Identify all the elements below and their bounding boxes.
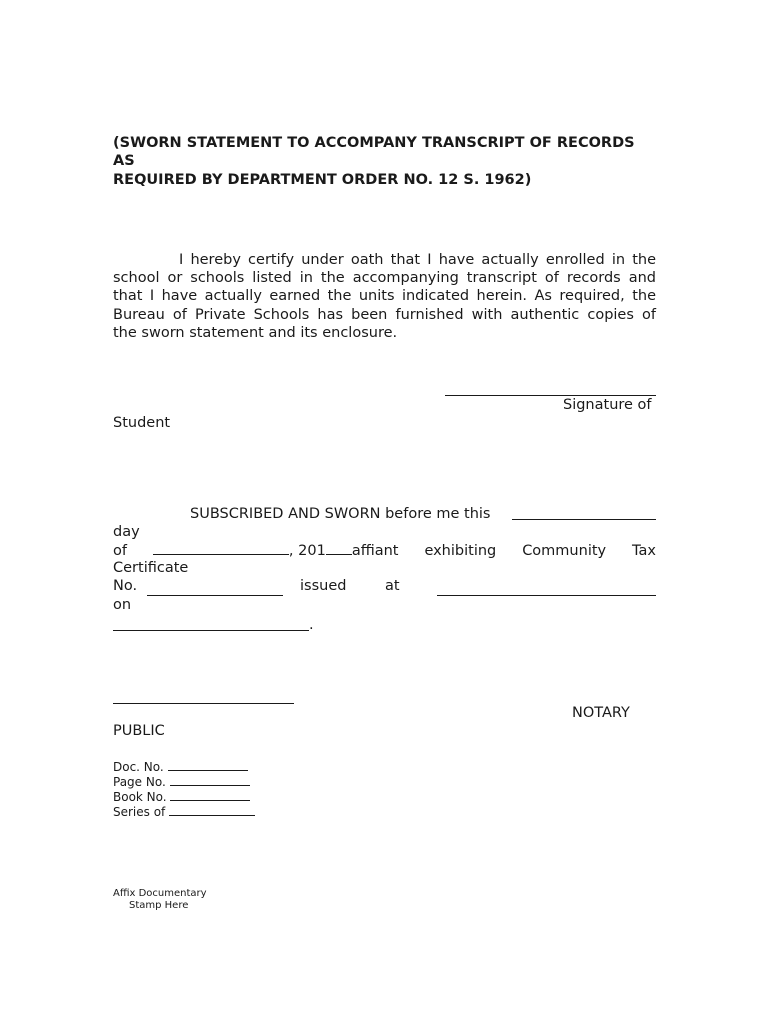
ctc-number-blank	[147, 595, 283, 596]
document-title-line-2: AS	[113, 153, 135, 169]
page-no-field	[113, 774, 250, 790]
certification-line-3: that I have actually earned the units indicated herein. As required, the	[113, 288, 656, 304]
book-no-label: Book No.	[113, 790, 167, 804]
month-blank	[153, 541, 289, 555]
student-signature-label-cont: Student	[113, 415, 171, 431]
notary-label: NOTARY	[572, 705, 630, 721]
student-signature-label: Signature of	[563, 397, 652, 413]
jurat-day-label: day	[113, 524, 140, 540]
jurat-exhibiting-label: exhibiting	[424, 543, 497, 559]
document-title-line-1: (SWORN STATEMENT TO ACCOMPANY TRANSCRIPT OF RECORDS	[113, 135, 635, 151]
series-of-label: Series of	[113, 805, 166, 819]
certification-line-5: the sworn statement and its enclosure.	[113, 325, 398, 341]
jurat-day-blank	[512, 519, 656, 520]
jurat-date-group	[153, 541, 399, 560]
book-no-blank	[170, 789, 250, 801]
stamp-note-line-2: Stamp Here	[129, 900, 189, 911]
jurat-tax-label: Tax	[632, 543, 656, 559]
jurat-no-label: No.	[113, 578, 138, 594]
doc-no-label: Doc. No.	[113, 760, 164, 774]
doc-no-field	[113, 759, 248, 775]
series-of-field	[113, 804, 255, 820]
document-title-line-3: REQUIRED BY DEPARTMENT ORDER NO. 12 S. 1962)	[113, 172, 532, 188]
jurat-community-label: Community	[522, 543, 607, 559]
jurat-date-line	[113, 541, 656, 560]
notary-label-cont: PUBLIC	[113, 723, 165, 739]
jurat-issued-label: issued	[300, 578, 347, 594]
jurat-of-label: of	[113, 543, 127, 559]
issued-at-blank	[437, 595, 656, 596]
issued-on-blank	[113, 630, 309, 631]
year-suffix-blank	[326, 541, 352, 555]
page-no-blank	[170, 774, 250, 786]
jurat-affiant-label: affiant	[351, 543, 399, 559]
stamp-note-line-1: Affix Documentary	[113, 888, 207, 899]
jurat-at-label: at	[385, 578, 400, 594]
jurat-on-label: on	[113, 597, 132, 613]
jurat-period: .	[309, 617, 314, 633]
series-of-blank	[169, 804, 255, 816]
page-no-label: Page No.	[113, 775, 166, 789]
certification-line-4: Bureau of Private Schools has been furnished with authentic copies of	[113, 307, 656, 323]
certification-line-2: school or schools listed in the accompanying transcript of records and	[113, 270, 656, 286]
notary-signature-line	[113, 703, 294, 704]
certification-line-1: I hereby certify under oath that I have actually enrolled in the	[179, 252, 656, 268]
doc-no-blank	[168, 759, 248, 771]
jurat-subscribed-text: SUBSCRIBED AND SWORN before me this	[190, 506, 491, 522]
jurat-certificate-label: Certificate	[113, 560, 189, 576]
book-no-field	[113, 789, 250, 805]
jurat-year-prefix: , 201	[288, 543, 326, 559]
